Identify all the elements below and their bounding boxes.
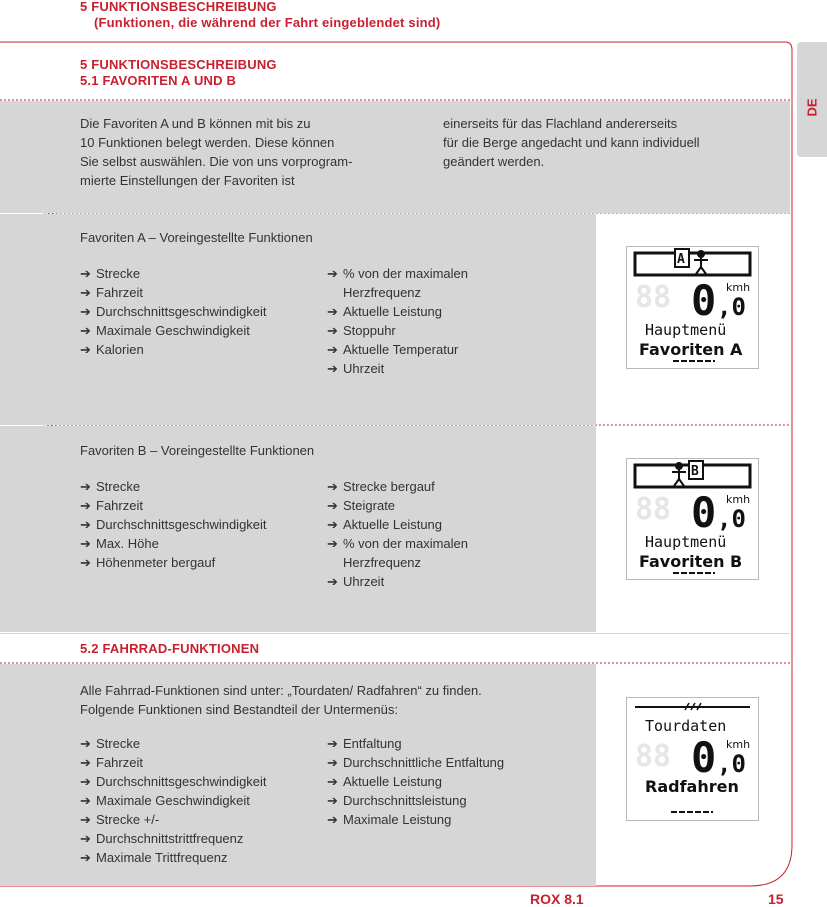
lcd-screen (627, 247, 758, 368)
device-display-favorites-b (626, 458, 759, 580)
lcd-screen (627, 698, 758, 820)
lcd-menu-item: Favoriten A (639, 340, 743, 359)
language-tab-label: DE (804, 98, 820, 117)
list-item: ➔ Strecke (80, 266, 141, 281)
lcd-menu-label: Hauptmenü (645, 321, 727, 339)
list-item: ➔ Maximale Trittfrequenz (80, 850, 228, 865)
section-heading-bike-functions: 5.2 FAHRRAD-FUNKTIONEN (80, 641, 260, 656)
list-item: ➔ Uhrzeit (327, 574, 385, 589)
favorites-b-list-right (327, 477, 468, 591)
bike-functions-list-right (327, 734, 504, 829)
lcd-badge: A (677, 252, 685, 267)
list-item: ➔ % von der maximalen (327, 536, 468, 551)
list-item: ➔ Strecke (80, 736, 141, 751)
section-divider (0, 633, 790, 634)
list-item: ➔ Durchschnittsgeschwindigkeit (80, 774, 267, 789)
list-item: ➔ Durchschnittsleistung (327, 793, 467, 808)
list-item: ➔ Maximale Leistung (327, 812, 452, 827)
list-item: ➔ Strecke bergauf (327, 479, 435, 494)
lcd-unit: kmh (726, 281, 751, 294)
section-subheading-favorites: 5.1 FAVORITEN A UND B (80, 73, 237, 88)
list-item: ➔ Strecke (80, 479, 141, 494)
list-item: ➔ Uhrzeit (327, 361, 385, 376)
list-item: ➔ Fahrzeit (80, 498, 143, 513)
list-item: ➔ Strecke +/- (80, 812, 160, 827)
list-item: ➔ Kalorien (80, 342, 144, 357)
lcd-speed-decimal: ,0 (717, 293, 746, 321)
lcd-menu-label: Hauptmenü (645, 533, 727, 551)
list-item: ➔ Max. Höhe (80, 536, 159, 551)
page-number: 15 (768, 891, 784, 907)
lcd-speed-decimal: ,0 (717, 505, 746, 533)
list-item: ➔ Aktuelle Leistung (327, 304, 443, 319)
lcd-ghost-digits: 88 (635, 739, 672, 774)
list-item: ➔ Aktuelle Temperatur (327, 342, 459, 357)
list-item: ➔ % von der maximalen (327, 266, 468, 281)
favorites-b-list-left (80, 477, 267, 572)
bike-functions-list-left (80, 734, 267, 867)
list-item: ➔ Aktuelle Leistung (327, 517, 443, 532)
lcd-screen (627, 459, 758, 579)
lcd-ghost-digits: 88 (635, 280, 672, 315)
list-item: Herzfrequenz (343, 555, 422, 570)
bike-icon (685, 703, 701, 710)
favorites-a-title: Favoriten A – Voreingestellte Funktionen (80, 230, 313, 245)
list-item: ➔ Fahrzeit (80, 755, 143, 770)
lcd-unit: kmh (726, 493, 751, 506)
lcd-speed-decimal: ,0 (717, 750, 746, 778)
footer-model: ROX 8.1 (530, 891, 584, 907)
language-tab[interactable] (797, 42, 827, 157)
list-item: ➔ Stoppuhr (327, 323, 396, 338)
page-header-subtitle: (Funktionen, die während der Fahrt eingeblendet sind) (94, 15, 441, 30)
list-item: ➔ Steigrate (327, 498, 396, 513)
page-header-title: 5 FUNKTIONSBESCHREIBUNG (80, 0, 277, 14)
favorites-a-list-right (327, 264, 468, 378)
lcd-speed-integer: 0 (691, 733, 717, 782)
intro-panel (0, 101, 790, 213)
list-item: ➔ Durchschnittsgeschwindigkeit (80, 304, 267, 319)
lcd-menu-label: Tourdaten (645, 717, 727, 735)
list-item: ➔ Durchschnittstrittfrequenz (80, 831, 244, 846)
list-item: ➔ Fahrzeit (80, 285, 143, 300)
list-item: ➔ Maximale Geschwindigkeit (80, 323, 250, 338)
list-item: ➔ Durchschnittsgeschwindigkeit (80, 517, 267, 532)
lcd-speed-integer: 0 (691, 276, 717, 325)
favorites-b-title: Favoriten B – Voreingestellte Funktionen (80, 443, 315, 458)
favorites-a-list-left (80, 264, 267, 359)
intro-text-left: Die Favoriten A und B können mit bis zu 10 Funktionen belegt werden. Diese können Sie selbst auswählen. Die von uns vorprogram- mierte Einstellungen der Favoriten ist (80, 116, 353, 188)
list-item: Herzfrequenz (343, 285, 422, 300)
device-display-tour-data (626, 697, 759, 821)
lcd-unit: kmh (726, 738, 751, 751)
device-display-favorites-a (626, 246, 759, 369)
lcd-badge: B (691, 464, 699, 479)
list-item: ➔ Maximale Geschwindigkeit (80, 793, 250, 808)
list-item: ➔ Höhenmeter bergauf (80, 555, 216, 570)
lcd-menu-item: Favoriten B (639, 552, 743, 571)
intro-text-right: einerseits für das Flachland andererseits für die Berge angedacht und kann individuell geändert werden. (443, 116, 700, 169)
list-item: ➔ Durchschnittliche Entfaltung (327, 755, 505, 770)
list-item: ➔ Aktuelle Leistung (327, 774, 443, 789)
section-heading: 5 FUNKTIONSBESCHREIBUNG (80, 57, 277, 72)
list-item: ➔ Entfaltung (327, 736, 402, 751)
lcd-ghost-digits: 88 (635, 492, 672, 527)
lcd-menu-item: Radfahren (645, 777, 739, 796)
bike-functions-intro: Alle Fahrrad-Funktionen sind unter: „Tourdaten/ Radfahren“ zu finden. Folgende Funktionen sind Bestandteil der Untermenüs: (80, 683, 482, 717)
lcd-speed-integer: 0 (691, 488, 717, 537)
